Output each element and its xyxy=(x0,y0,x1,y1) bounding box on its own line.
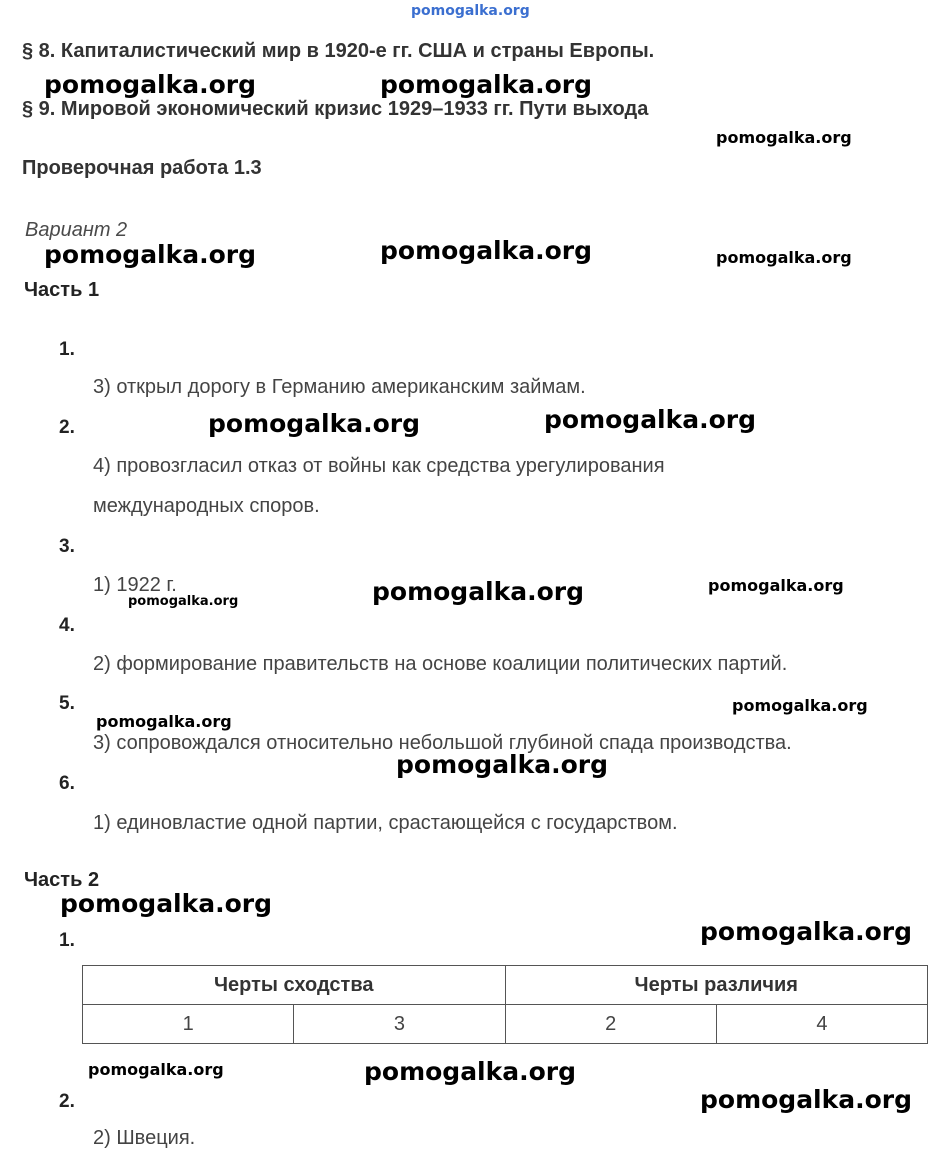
part2-question-2-number: 2. xyxy=(59,1091,75,1112)
watermark-text: pomogalka.org xyxy=(700,1085,913,1114)
question-4-answer: 2) формирование правительств на основе коалиции политических партий. xyxy=(93,653,788,675)
differences-header: Черты различия xyxy=(505,966,928,1005)
question-1-number: 1. xyxy=(59,339,75,360)
table-header-row xyxy=(83,966,928,1005)
watermark-text: pomogalka.org xyxy=(208,409,421,438)
question-2-number: 2. xyxy=(59,417,75,438)
test-title: Проверочная работа 1.3 xyxy=(22,157,262,179)
watermark-text: pomogalka.org xyxy=(732,696,868,715)
question-5-answer: 3) сопровождался относительно небольшой глубиной спада производства. xyxy=(93,732,792,754)
question-5-number: 5. xyxy=(59,693,75,714)
part2-question-2-answer: 2) Швеция. xyxy=(93,1127,196,1149)
watermark-text: pomogalka.org xyxy=(372,577,585,606)
question-2-answer-line1: 4) провозгласил отказ от войны как средства урегулирования xyxy=(93,455,665,477)
watermark-text: pomogalka.org xyxy=(544,405,757,434)
question-6-answer: 1) единовластие одной партии, срастающейся с государством. xyxy=(93,812,678,834)
part-1-title: Часть 1 xyxy=(24,279,100,301)
watermark-text: pomogalka.org xyxy=(380,70,593,99)
watermark-text: pomogalka.org xyxy=(380,236,593,265)
question-6-number: 6. xyxy=(59,773,75,794)
watermark-text: pomogalka.org xyxy=(44,240,257,269)
question-4-number: 4. xyxy=(59,615,75,636)
watermark-text: pomogalka.org xyxy=(88,1060,224,1079)
watermark-text: pomogalka.org xyxy=(364,1057,577,1086)
part2-question-1-number: 1. xyxy=(59,930,75,951)
section-9-header: § 9. Мировой экономический кризис 1929–1933 гг. Пути выхода xyxy=(22,98,649,120)
table-cell: 4 xyxy=(716,1005,927,1044)
features-table xyxy=(82,965,928,1044)
part-2-title: Часть 2 xyxy=(24,869,100,891)
question-3-answer: 1) 1922 г. xyxy=(93,574,177,596)
watermark-text: pomogalka.org xyxy=(708,576,844,595)
table-cell: 3 xyxy=(294,1005,505,1044)
watermark-text: pomogalka.org xyxy=(60,889,273,918)
variant-label: Вариант 2 xyxy=(25,219,128,241)
watermark-text: pomogalka.org xyxy=(96,712,232,731)
question-1-answer: 3) открыл дорогу в Германию американским займам. xyxy=(93,376,586,398)
watermark-text: pomogalka.org xyxy=(716,248,852,267)
watermark-text: pomogalka.org xyxy=(396,750,609,779)
question-3-number: 3. xyxy=(59,536,75,557)
similarities-header: Черты сходства xyxy=(83,966,506,1005)
watermark-text: pomogalka.org xyxy=(128,594,239,609)
watermark-text: pomogalka.org xyxy=(44,70,257,99)
question-2-answer-line2: международных споров. xyxy=(93,495,320,517)
watermark-text: pomogalka.org xyxy=(700,917,913,946)
watermark-text: pomogalka.org xyxy=(716,128,852,147)
section-8-header: § 8. Капиталистический мир в 1920-е гг. США и страны Европы. xyxy=(22,40,655,62)
table-row xyxy=(83,1005,928,1044)
top-watermark[interactable]: pomogalka.org xyxy=(411,3,530,19)
table-cell: 1 xyxy=(83,1005,294,1044)
table-cell: 2 xyxy=(505,1005,716,1044)
